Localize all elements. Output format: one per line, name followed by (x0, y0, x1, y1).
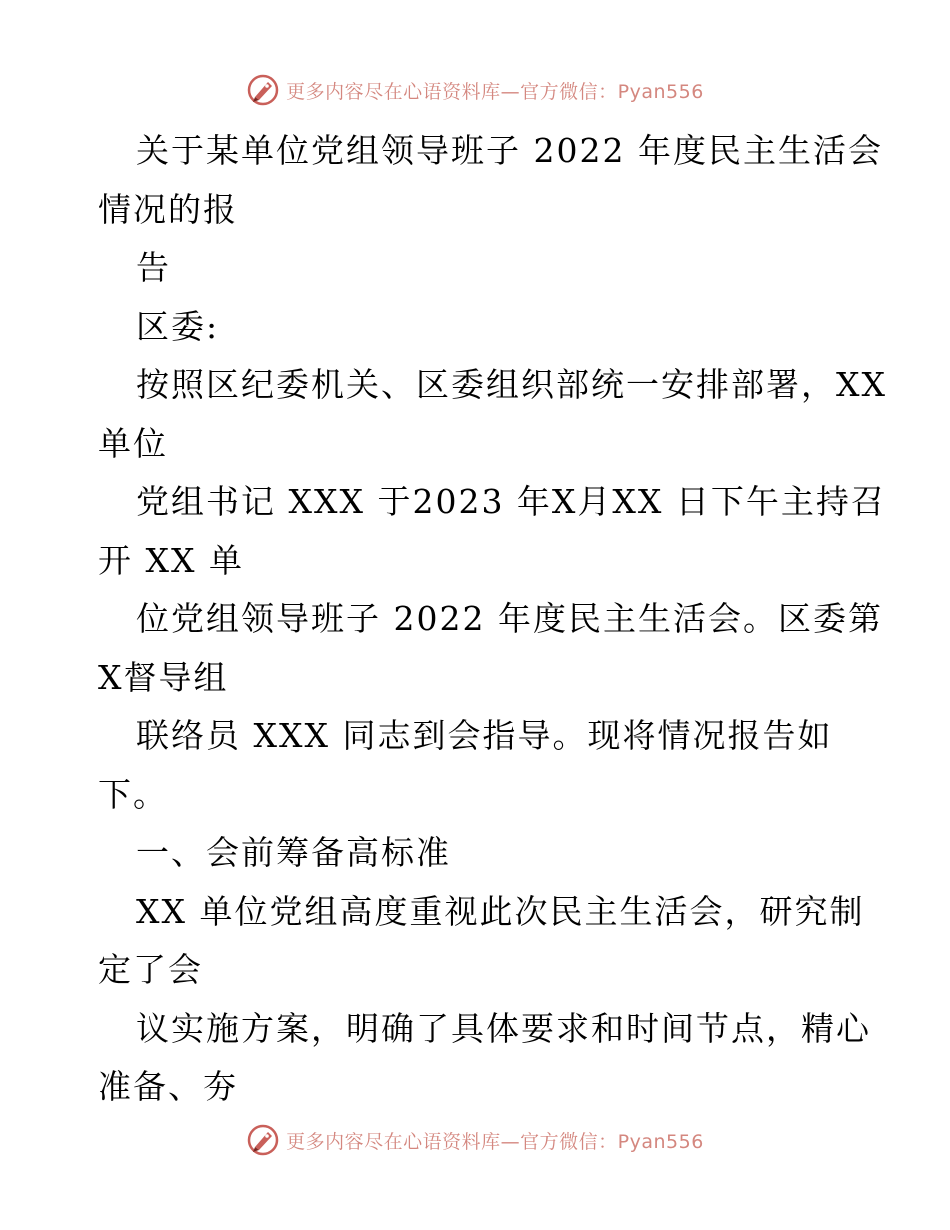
document-body (98, 122, 887, 1117)
header-watermark (0, 70, 950, 110)
watermark-group (246, 73, 704, 107)
document-line: 党组书记 XXX 于2023 年X月XX 日下午主持召 (136, 482, 886, 521)
document-line: X督导组 (98, 657, 229, 697)
document-line: 下。 (98, 774, 168, 814)
watermark-text: 更多内容尽在心语资料库—官方微信：Pyan556 (286, 1130, 704, 1153)
document-line: 一、会前筹备高标准 (136, 833, 451, 872)
document-line: 准备、夯 (98, 1067, 238, 1106)
document-line: 区委: (136, 306, 220, 346)
document-line: 告 (136, 248, 171, 287)
watermark-group (246, 1123, 704, 1157)
document-line: 联络员 XXX 同志到会指导。现将情况报告如 (136, 716, 833, 755)
document-line: 关于某单位党组领导班子 2022 年度民主生活会 (136, 131, 883, 170)
watermark-text: 更多内容尽在心语资料库—官方微信：Pyan556 (286, 80, 704, 103)
pen-logo-icon (246, 1123, 280, 1157)
document-line: XX 单位党组高度重视此次民主生活会，研究制 (136, 891, 865, 931)
document-line: 情况的报 (98, 189, 238, 229)
footer-watermark (0, 1120, 950, 1160)
document-line: 议实施方案，明确了具体要求和时间节点，精心 (136, 1008, 871, 1048)
document-line: 开 XX 单 (98, 540, 244, 580)
document-line: 定了会 (98, 950, 203, 989)
document-line: 按照区纪委机关、区委组织部统一安排部署，XX (136, 365, 887, 404)
document-line: 单位 (98, 423, 168, 463)
document-line: 位党组领导班子 2022 年度民主生活会。区委第 (136, 599, 883, 638)
pen-logo-icon (246, 73, 280, 107)
